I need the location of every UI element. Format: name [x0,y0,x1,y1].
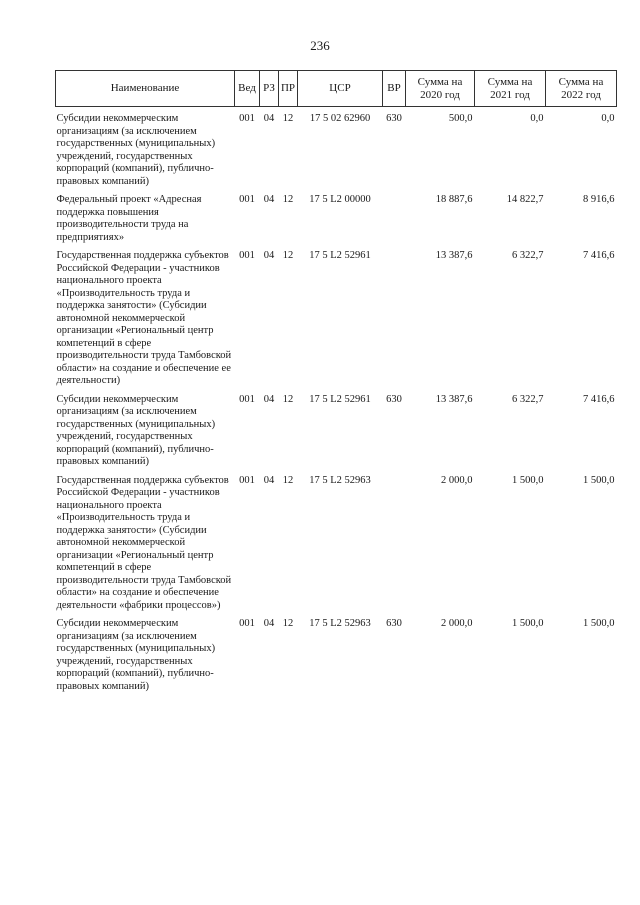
row-vr: 630 [386,113,402,124]
column-header-csr: ЦСР [298,71,383,107]
row-rz: 04 [263,250,275,261]
row-name: Субсидии некоммерческим организациям (за исключением государственных (муниципальных) учреждений, государственных корпораций (компаний), публично-правовых компаний) [56,618,216,692]
row-amount-2022: 1 500,0 [583,618,615,629]
row-ved: 001 [239,618,255,629]
column-header-name: Наименование [56,71,235,107]
row-pr: 12 [282,113,294,124]
column-header-2021: Сумма на 2021 год [475,71,546,107]
table-row [56,194,617,244]
row-vr: 630 [386,618,402,629]
row-ved: 001 [239,194,255,205]
row-amount-2020: 13 387,6 [435,393,473,405]
row-pr: 12 [282,194,294,205]
row-name: Субсидии некоммерческим организациям (за исключением государственных (муниципальных) учреждений, государственных корпораций (компаний), публично-правовых компаний) [56,113,216,187]
column-header-pr: ПР [279,71,298,107]
page-number: 236 [310,38,330,53]
column-header-2020: Сумма на 2020 год [406,71,475,107]
row-name: Государственная поддержка субъектов Российской Федерации - участников национального проекта «Производительность труда и поддержка занятости» (Субсидии автономной некоммерческой организации «Региональный центр компетенций в сфере производительности труда Тамбовской области» на создание и обеспечение ее деятельности) [56,250,232,386]
row-rz: 04 [263,618,275,629]
row-amount-2020: 500,0 [448,113,473,124]
row-amount-2021: 0,0 [530,113,544,124]
row-amount-2022: 7 416,6 [583,250,615,261]
row-amount-2021: 1 500,0 [512,618,544,629]
row-amount-2020: 13 387,6 [435,250,473,261]
row-pr: 12 [282,618,294,629]
row-csr: 17 5 L2 52961 [309,250,371,261]
row-ved: 001 [239,113,255,124]
row-vr [383,475,406,613]
row-amount-2022: 7 416,6 [583,393,615,405]
row-ved: 001 [239,393,255,405]
row-pr: 12 [282,250,294,261]
row-amount-2021: 6 322,7 [512,393,544,405]
row-pr: 12 [282,474,294,486]
row-name: Государственная поддержка субъектов Российской Федерации - участников национального проекта «Производительность труда и поддержка занятости» (Субсидии автономной некоммерческой организации «Региональный центр компетенций в сфере производительности труда Тамбовской области» на создание и обеспечение деятельности «фабрики процессов») [56,474,232,611]
row-amount-2022: 1 500,0 [583,474,615,486]
row-amount-2020: 2 000,0 [441,474,473,486]
table-row [56,618,617,693]
row-ved: 001 [239,474,255,486]
row-rz: 04 [263,393,275,405]
column-header-ved: Вед [235,71,260,107]
row-amount-2022: 8 916,6 [583,194,615,205]
row-csr: 17 5 02 62960 [309,113,371,124]
row-rz: 04 [263,194,275,205]
row-amount-2020: 2 000,0 [441,618,473,629]
row-amount-2021: 14 822,7 [506,194,544,205]
row-amount-2022: 0,0 [601,113,615,124]
column-header-rz: РЗ [260,71,279,107]
row-name: Федеральный проект «Адресная поддержка повышения производительности труда на предприятиях» [56,194,202,243]
row-pr: 12 [282,393,294,405]
row-csr: 17 5 L2 52963 [309,474,371,486]
column-header-vr: ВР [383,71,406,107]
row-ved: 001 [239,250,255,261]
table-row [56,113,617,188]
column-header-2022: Сумма на 2022 год [546,71,617,107]
row-amount-2021: 6 322,7 [512,250,544,261]
row-csr: 17 5 L2 52961 [309,393,371,405]
row-amount-2020: 18 887,6 [435,194,473,205]
row-vr [383,250,406,388]
row-csr: 17 5 L2 00000 [309,194,371,205]
table-row [56,250,617,388]
row-rz: 04 [263,113,275,124]
row-name: Субсидии некоммерческим организациям (за исключением государственных (муниципальных) учреждений, государственных корпораций (компаний), публично-правовых компаний) [56,393,216,467]
row-rz: 04 [263,474,275,486]
budget-table [55,70,617,693]
table-header-row [56,71,617,107]
row-csr: 17 5 L2 52963 [309,618,371,629]
row-vr [383,194,406,244]
row-vr: 630 [386,393,402,405]
row-amount-2021: 1 500,0 [512,474,544,486]
table-row [56,394,617,469]
table-row [56,475,617,613]
